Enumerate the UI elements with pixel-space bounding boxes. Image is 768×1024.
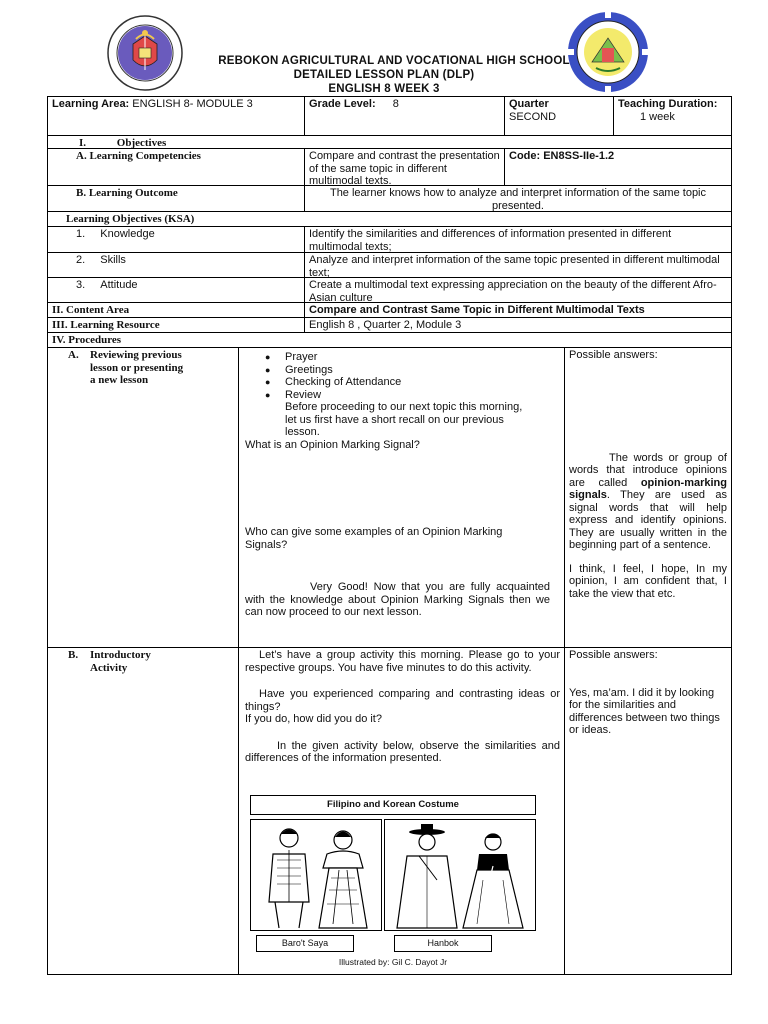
activity-question-2: If you do, how did you do it? <box>245 713 382 725</box>
bullet-item: ● Greetings <box>265 364 560 377</box>
procedure-a-answers <box>564 347 732 648</box>
procedure-a-teacher <box>238 347 565 648</box>
quarter-value: SECOND <box>509 110 557 123</box>
school-name: REBOKON AGRICULTURAL AND VOCATIONAL HIGH SCHOOL <box>218 55 570 67</box>
ksa-label: Learning Objectives (KSA) <box>47 211 732 227</box>
possible-answers-label: Possible answers: <box>569 349 658 361</box>
procedure-b-answers <box>564 647 732 975</box>
ksa-attitude-label: Attitude <box>100 279 138 291</box>
procedures-heading: IV. Procedures <box>47 332 732 348</box>
objectives-heading <box>47 135 732 149</box>
activity-instruction: In the given activity below, observe the similarities and differences of the information presented. <box>245 739 560 764</box>
answer-definition-post: . They are used as signal words that will help express and identify opinions. They are usually written in the beginning part of a sentence. <box>569 489 727 551</box>
bullet-item: ● Checking of Attendance <box>265 376 560 389</box>
possible-answers-label-b: Possible answers: <box>569 649 658 661</box>
bullet-item: ● Review <box>265 389 560 402</box>
ksa-attitude-cell <box>47 277 305 303</box>
ksa-knowledge-label: Knowledge <box>100 228 155 240</box>
learning-resource-value: English 8 , Quarter 2, Module 3 <box>304 317 732 333</box>
grade-level-cell <box>304 96 505 136</box>
competency-code: Code: EN8SS-IIe-1.2 <box>504 148 732 186</box>
ksa-attitude-text: Create a multimodal text expressing appreciation on the beauty of the different Afro-Asian culture <box>304 277 732 303</box>
objectives-title: Objectives <box>116 137 167 149</box>
content-area-label: II. Content Area <box>47 302 305 318</box>
figure-title: Filipino and Korean Costume <box>250 795 536 815</box>
ksa-knowledge-text: Identify the similarities and differences of information presented in different multimodal texts; <box>304 226 732 253</box>
learning-area-value: ENGLISH 8- MODULE 3 <box>132 98 253 110</box>
ksa-attitude-num: 3. <box>76 279 86 291</box>
procedure-a-label: A. Reviewing previous lesson or presenting a new lesson <box>47 347 239 648</box>
learning-resource-label: III. Learning Resource <box>47 317 305 333</box>
document-header <box>0 0 768 96</box>
ksa-skills-num: 2. <box>76 254 86 266</box>
closing-remark: Very Good! Now that you are fully acquainted with the knowledge about Opinion Marking Signals then we can now proceed to our next lesson. <box>245 581 550 618</box>
answer-examples: I think, I feel, I hope, In my opinion, I am confident that, I take the view that etc. <box>569 562 727 600</box>
hanbok-caption: Hanbok <box>394 935 492 952</box>
outcome-text: The learner knows how to analyze and interpret information of the same topic presented. <box>304 185 732 212</box>
school-logo <box>566 10 650 94</box>
procedure-b-label: B. Introductory Activity <box>47 647 239 975</box>
answer-definition <box>569 452 727 552</box>
answer-compare: Yes, ma’am. I did it by looking for the similarities and differences between two things or ideas. <box>569 686 720 736</box>
ksa-knowledge-num: 1. <box>76 228 86 240</box>
activity-question-1: Have you experienced comparing and contrasting ideas or things? <box>245 688 560 713</box>
outcome-label: B. Learning Outcome <box>47 185 305 212</box>
hanbok-illustration <box>384 819 536 931</box>
illustrator-credit: Illustrated by: Gil C. Dayot Jr <box>338 957 448 967</box>
grade-level-label: Grade Level: <box>309 98 376 110</box>
week-label: ENGLISH 8 WEEK 3 <box>328 83 440 95</box>
answer-definition-term: opinion-marking signals <box>569 476 727 501</box>
teaching-duration-cell <box>613 96 732 136</box>
grade-level-value: 8 <box>392 98 399 110</box>
question-examples: Who can give some examples of an Opinion Marking Signals? <box>245 526 503 551</box>
activity-intro: Let’s have a group activity this morning. Please go to your respective groups. You have five minutes to do this activity. <box>245 649 560 674</box>
ksa-skills-text: Analyze and interpret information of the same topic presented in different multimodal text; <box>304 252 732 278</box>
quarter-label: Quarter <box>509 98 549 110</box>
competencies-label: A. Learning Competencies <box>47 148 305 186</box>
barot-saya-illustration <box>250 819 382 931</box>
procedure-a-bullets <box>265 351 560 401</box>
review-text: Before proceeding to our next topic this morning, let us first have a short recall on our previous lesson. <box>285 401 523 438</box>
question-opinion-marking: What is an Opinion Marking Signal? <box>245 438 420 451</box>
barot-saya-caption: Baro't Saya <box>256 935 354 952</box>
answer-definition-pre: The words or group of words that introduce opinions are called <box>569 451 727 489</box>
bullet-item: ● Prayer <box>265 351 560 364</box>
procedure-a-label-text: Reviewing previous lesson or presenting a new lesson <box>90 349 184 386</box>
teaching-duration-label: Teaching Duration: <box>618 98 718 110</box>
learning-area-cell <box>47 96 305 136</box>
ksa-knowledge-cell <box>47 226 305 253</box>
document-type: DETAILED LESSON PLAN (DLP) <box>293 69 475 81</box>
learning-area-label: Learning Area: <box>52 98 130 110</box>
costume-figure <box>248 795 538 975</box>
objectives-num: I. <box>79 137 87 149</box>
procedure-b-label-text: Introductory Activity <box>90 649 151 674</box>
teaching-duration-value: 1 week <box>640 110 675 123</box>
content-area-value: Compare and Contrast Same Topic in Different Multimodal Texts <box>304 302 732 318</box>
ksa-skills-cell <box>47 252 305 278</box>
quarter-cell <box>504 96 614 136</box>
ksa-skills-label: Skills <box>100 254 126 266</box>
competencies-text: Compare and contrast the presentation of the same topic in different multimodal texts. <box>304 148 505 186</box>
